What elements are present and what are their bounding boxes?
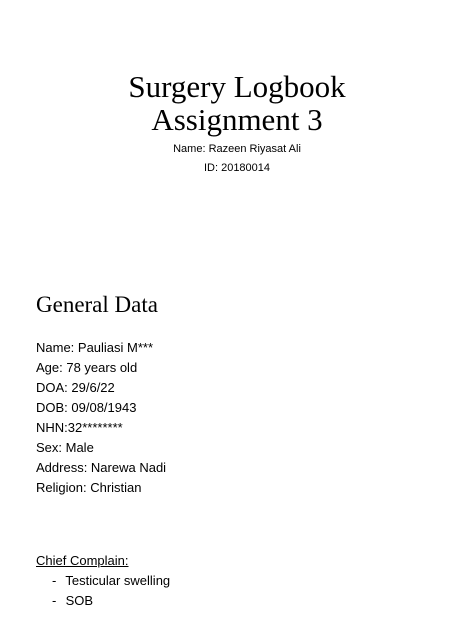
complaint-text: SOB [65, 593, 94, 608]
field-age: Age: 78 years old [36, 360, 138, 375]
field-address: Address: Narewa Nadi [36, 460, 167, 475]
document-title-line-1: Surgery Logbook [128, 69, 346, 104]
chief-complaint-list [52, 571, 170, 611]
complaint-item [52, 591, 170, 611]
complaint-text: Testicular swelling [65, 573, 171, 588]
complaint-item [52, 571, 170, 591]
field-doa: DOA: 29/6/22 [36, 380, 115, 395]
field-patient-name: Name: Pauliasi M*** [36, 340, 154, 355]
general-data-list [36, 338, 166, 498]
field-dob: DOB: 09/08/1943 [36, 400, 137, 415]
student-name: Name: Razeen Riyasat Ali [173, 143, 301, 155]
field-religion: Religion: Christian [36, 480, 142, 495]
general-data-heading: General Data [36, 292, 158, 317]
chief-complaint-heading: Chief Complain: [36, 553, 129, 568]
field-nhn: NHN:32******** [36, 420, 123, 435]
bullet-dash: - [52, 573, 57, 588]
field-sex: Sex: Male [36, 440, 94, 455]
document-title-line-2: Assignment 3 [151, 102, 323, 137]
bullet-dash: - [52, 593, 57, 608]
student-id: ID: 20180014 [203, 162, 271, 174]
